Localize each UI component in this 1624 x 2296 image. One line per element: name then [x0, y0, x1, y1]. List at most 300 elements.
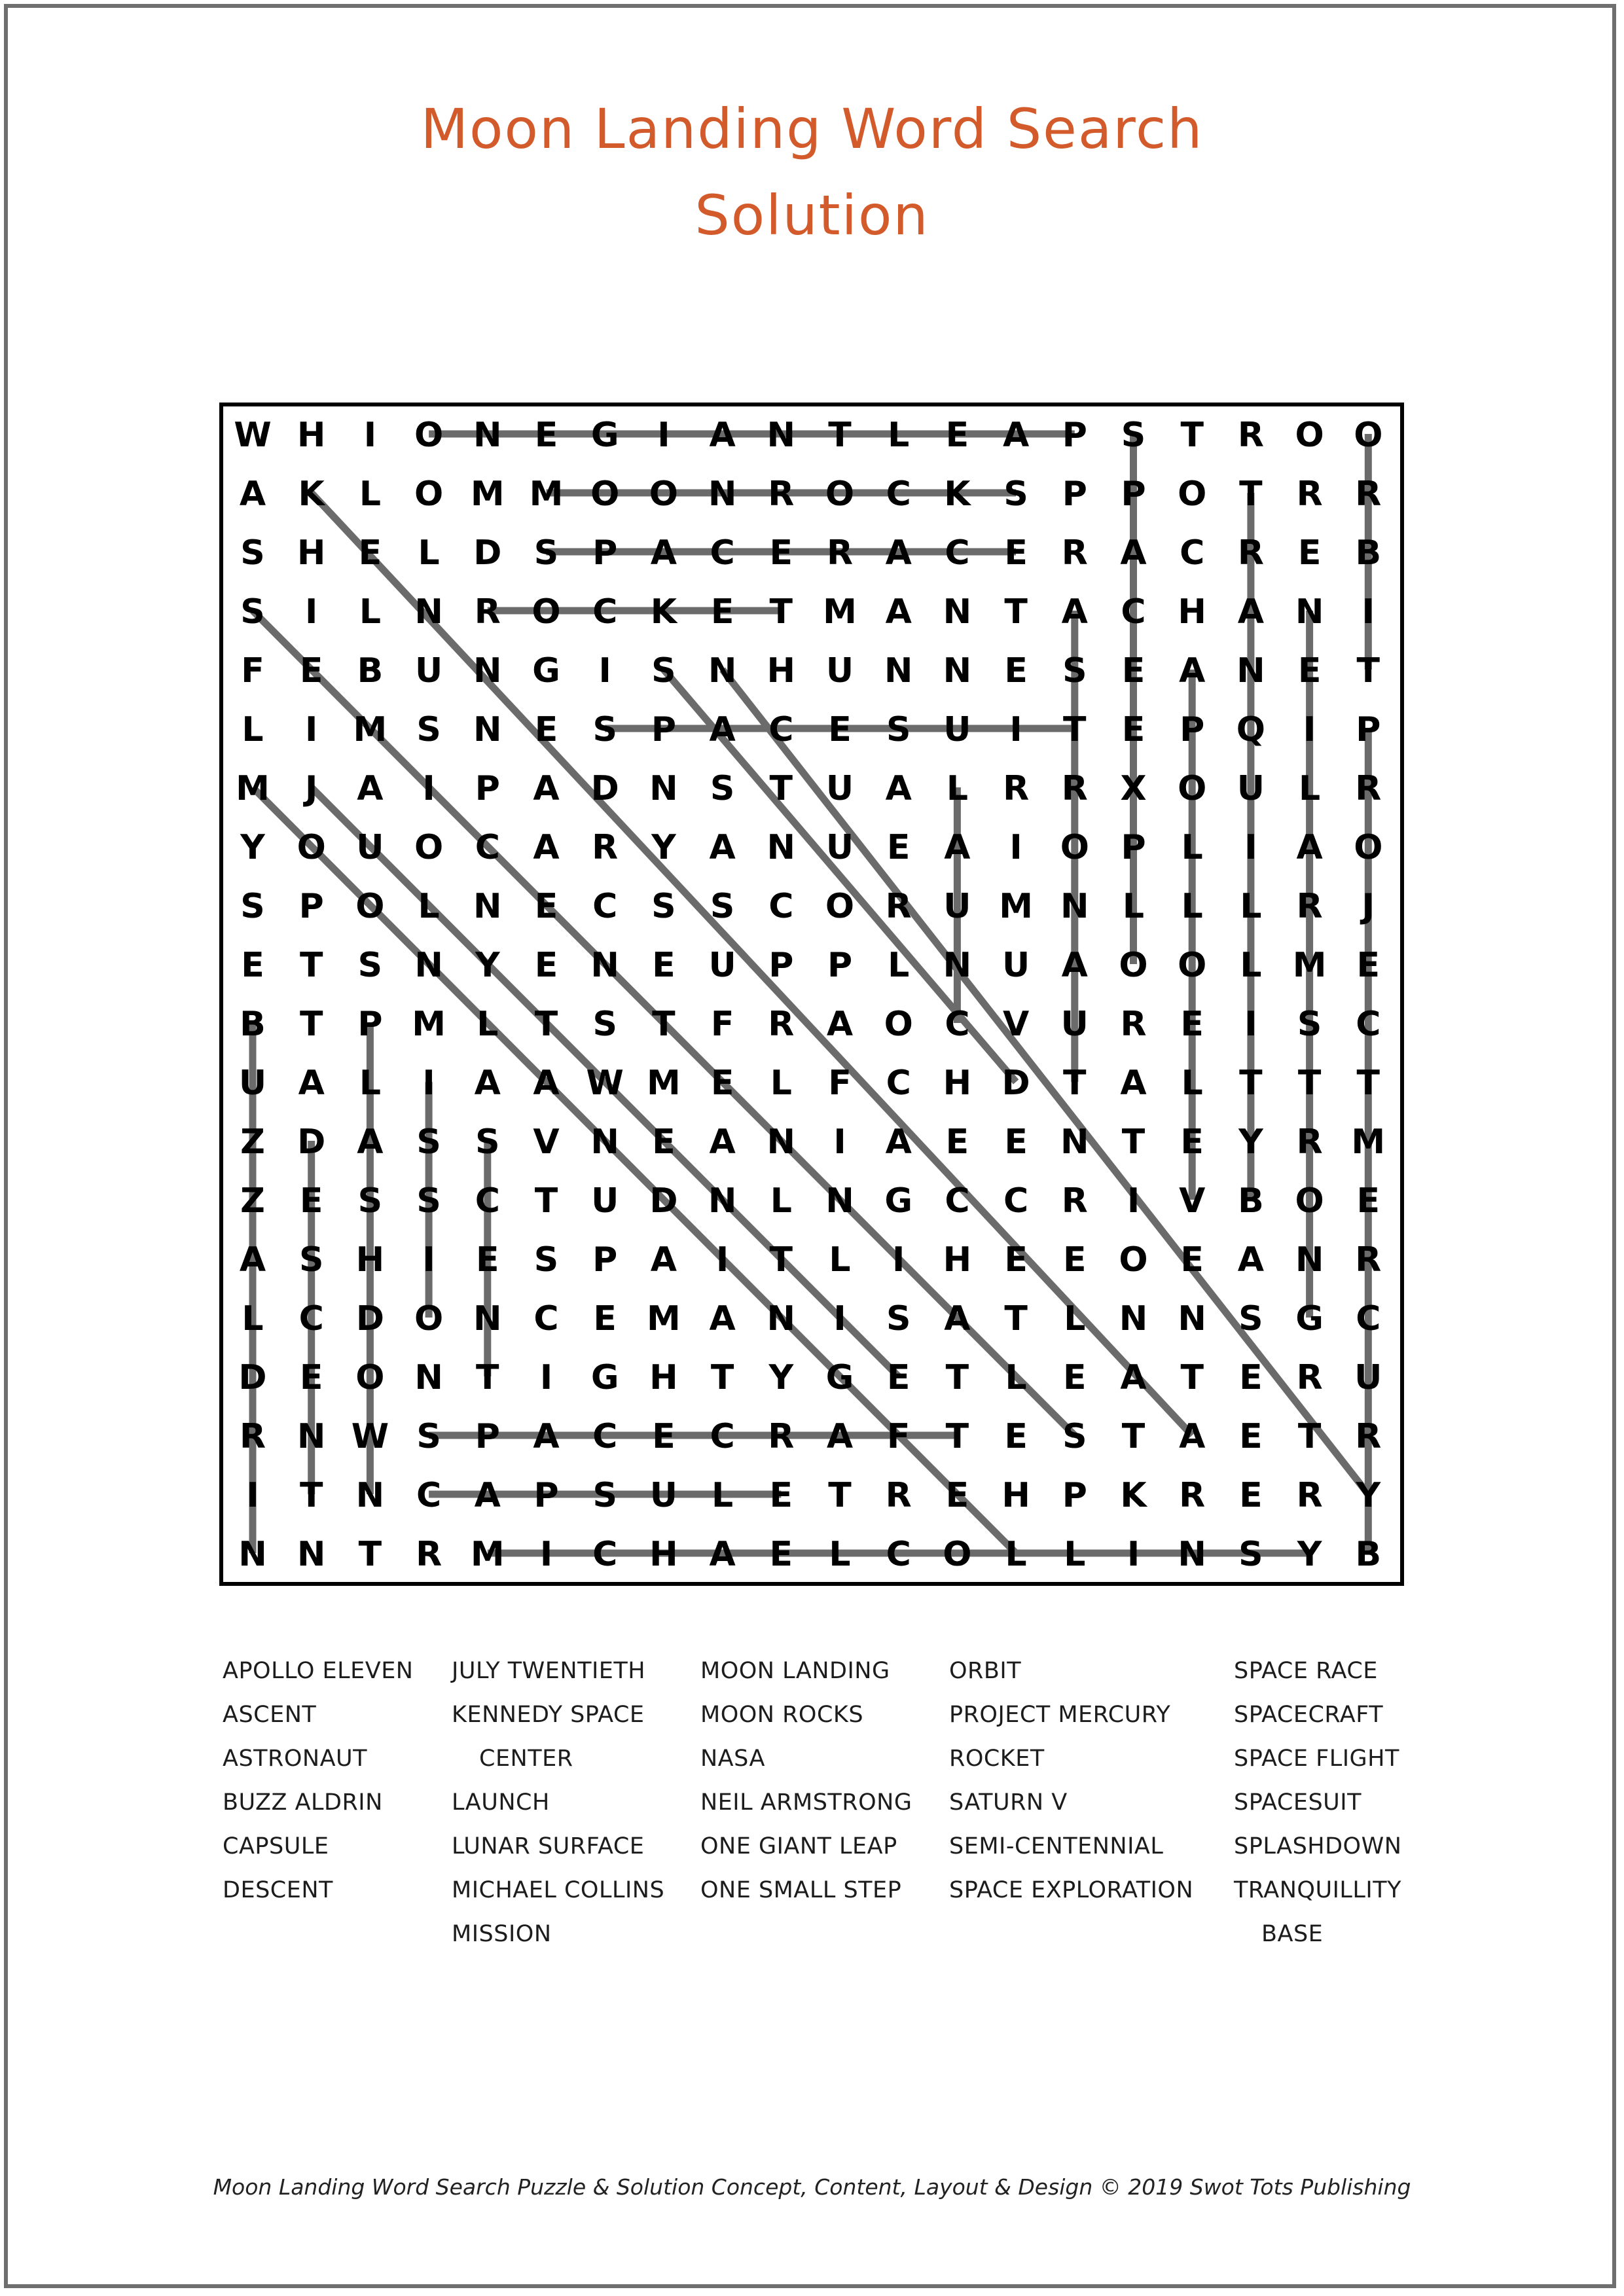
grid-cell-r10-c3: M — [412, 1005, 446, 1044]
grid-cell-r5-c9: C — [768, 710, 794, 749]
grid-cell-r9-c5: E — [534, 946, 558, 985]
grid-cell-r18-c2: N — [355, 1476, 385, 1515]
grid-cell-r2-c12: C — [945, 533, 970, 573]
grid-cell-r13-c17: B — [1238, 1181, 1264, 1221]
grid-cell-r17-c5: A — [533, 1417, 560, 1456]
grid-cell-r12-c13: E — [1004, 1122, 1028, 1162]
word-list-column-1 — [223, 1649, 414, 1912]
grid-cell-r12-c2: A — [357, 1122, 384, 1162]
grid-cell-r2-c14: R — [1061, 533, 1088, 573]
grid-cell-r18-c17: E — [1239, 1476, 1263, 1515]
grid-cell-r2-c4: D — [473, 533, 502, 573]
grid-cell-r9-c1: T — [299, 946, 323, 985]
grid-cell-r4-c19: T — [1356, 651, 1380, 691]
grid-cell-r6-c19: R — [1355, 769, 1382, 808]
word-list-column-2 — [452, 1649, 664, 1956]
grid-cell-r13-c0: Z — [240, 1181, 265, 1221]
grid-cell-r19-c1: N — [297, 1535, 326, 1574]
grid-cell-r18-c6: S — [592, 1476, 617, 1515]
grid-cell-r18-c19: Y — [1356, 1476, 1381, 1515]
grid-cell-r8-c4: N — [473, 887, 502, 926]
grid-cell-r14-c8: I — [715, 1240, 729, 1280]
grid-cell-r10-c0: B — [240, 1005, 266, 1044]
grid-cell-r1-c16: O — [1178, 475, 1207, 514]
grid-cell-r15-c4: N — [473, 1299, 502, 1338]
grid-cell-r6-c5: A — [533, 769, 560, 808]
grid-cell-r11-c6: W — [586, 1064, 624, 1103]
grid-cell-r2-c8: C — [710, 533, 735, 573]
grid-cell-r15-c16: N — [1178, 1299, 1206, 1338]
grid-cell-r3-c0: S — [240, 592, 265, 632]
grid-cell-r12-c15: T — [1121, 1122, 1146, 1162]
grid-cell-r4-c15: E — [1121, 651, 1146, 691]
grid-cell-r11-c16: L — [1181, 1064, 1203, 1103]
grid-cell-r6-c18: L — [1299, 769, 1321, 808]
grid-cell-r8-c17: L — [1240, 887, 1262, 926]
grid-cell-r5-c3: S — [416, 710, 441, 749]
word-list-item: MOON LANDING — [700, 1658, 890, 1684]
grid-cell-r13-c16: V — [1179, 1181, 1206, 1221]
grid-cell-r4-c12: N — [943, 651, 972, 691]
grid-cell-r19-c3: R — [416, 1535, 442, 1574]
word-list-item: ASCENT — [223, 1702, 317, 1728]
grid-cell-r1-c10: O — [825, 475, 855, 514]
grid-cell-r10-c8: F — [710, 1005, 734, 1044]
grid-cell-r18-c7: U — [649, 1476, 678, 1515]
grid-cell-r8-c3: L — [418, 887, 440, 926]
grid-cell-r1-c8: N — [708, 475, 737, 514]
grid-cell-r18-c1: T — [299, 1476, 323, 1515]
grid-cell-r15-c2: D — [355, 1299, 384, 1338]
grid-cell-r12-c5: V — [533, 1122, 560, 1162]
grid-cell-r7-c19: O — [1354, 828, 1383, 867]
grid-cell-r3-c18: N — [1295, 592, 1324, 632]
grid-cell-r11-c19: T — [1356, 1064, 1380, 1103]
grid-cell-r13-c15: I — [1127, 1181, 1140, 1221]
grid-cell-r4-c6: I — [598, 651, 611, 691]
grid-cell-r4-c10: U — [825, 651, 854, 691]
grid-cell-r8-c6: C — [592, 887, 618, 926]
grid-cell-r19-c15: I — [1127, 1535, 1140, 1574]
grid-cell-r16-c9: Y — [768, 1358, 794, 1397]
grid-cell-r2-c3: L — [418, 533, 440, 573]
grid-cell-r7-c11: E — [886, 828, 911, 867]
grid-cell-r10-c2: P — [357, 1005, 383, 1044]
word-list-item: PROJECT MERCURY — [949, 1702, 1171, 1728]
grid-cell-r7-c2: U — [356, 828, 384, 867]
grid-cell-r8-c19: J — [1362, 887, 1375, 926]
grid-cell-r16-c8: T — [710, 1358, 734, 1397]
grid-cell-r11-c9: L — [770, 1064, 792, 1103]
grid-cell-r6-c6: D — [590, 769, 619, 808]
grid-cell-r14-c6: P — [592, 1240, 618, 1280]
grid-cell-r11-c2: L — [359, 1064, 381, 1103]
grid-cell-r15-c15: N — [1119, 1299, 1148, 1338]
grid-cell-r12-c9: N — [767, 1122, 796, 1162]
grid-cell-r4-c4: N — [473, 651, 502, 691]
grid-cell-r18-c16: R — [1179, 1476, 1206, 1515]
grid-cell-r10-c5: T — [534, 1005, 558, 1044]
grid-cell-r9-c2: S — [357, 946, 383, 985]
grid-cell-r2-c17: R — [1237, 533, 1264, 573]
grid-cell-r11-c13: D — [1001, 1064, 1030, 1103]
grid-cell-r18-c9: E — [769, 1476, 793, 1515]
grid-cell-r3-c15: C — [1121, 592, 1146, 632]
word-list-column-3 — [700, 1649, 912, 1912]
grid-cell-r0-c10: T — [828, 416, 852, 455]
grid-cell-r9-c13: U — [1001, 946, 1030, 985]
grid-cell-r12-c3: S — [416, 1122, 441, 1162]
grid-cell-r11-c10: F — [828, 1064, 852, 1103]
grid-cell-r10-c10: A — [826, 1005, 854, 1044]
grid-cell-r18-c10: T — [828, 1476, 852, 1515]
word-list-item: MISSION — [452, 1921, 552, 1947]
grid-cell-r12-c6: N — [590, 1122, 619, 1162]
grid-cell-r5-c7: P — [651, 710, 676, 749]
grid-cell-r17-c9: R — [768, 1417, 795, 1456]
grid-cell-r12-c14: N — [1060, 1122, 1089, 1162]
letter-grid — [234, 416, 1385, 1574]
grid-cell-r0-c19: O — [1354, 416, 1383, 455]
grid-cell-r17-c3: S — [416, 1417, 441, 1456]
grid-cell-r8-c7: S — [651, 887, 676, 926]
grid-cell-r1-c17: T — [1239, 475, 1263, 514]
word-list-item: NASA — [700, 1746, 765, 1772]
grid-cell-r3-c17: A — [1237, 592, 1265, 632]
grid-cell-r5-c0: L — [242, 710, 264, 749]
grid-cell-r6-c0: M — [236, 769, 270, 808]
word-list-item: SEMI-CENTENNIAL — [949, 1833, 1164, 1859]
grid-cell-r6-c11: A — [885, 769, 912, 808]
grid-cell-r1-c9: R — [768, 475, 795, 514]
grid-cell-r16-c11: E — [886, 1358, 911, 1397]
grid-cell-r7-c6: R — [592, 828, 619, 867]
grid-cell-r9-c7: E — [652, 946, 676, 985]
grid-cell-r15-c8: A — [709, 1299, 736, 1338]
grid-cell-r4-c0: F — [241, 651, 264, 691]
grid-cell-r11-c7: M — [647, 1064, 681, 1103]
grid-cell-r13-c1: E — [299, 1181, 323, 1221]
grid-cell-r3-c10: M — [823, 592, 857, 632]
grid-cell-r8-c12: U — [943, 887, 971, 926]
grid-cell-r8-c9: C — [768, 887, 794, 926]
grid-cell-r3-c3: N — [414, 592, 443, 632]
grid-cell-r9-c12: N — [943, 946, 972, 985]
grid-cell-r17-c6: C — [592, 1417, 618, 1456]
grid-cell-r18-c13: H — [1001, 1476, 1030, 1515]
grid-cell-r2-c5: S — [533, 533, 559, 573]
grid-cell-r7-c16: L — [1181, 828, 1203, 867]
grid-cell-r10-c4: L — [477, 1005, 499, 1044]
grid-cell-r13-c8: N — [708, 1181, 737, 1221]
word-list-item: SPACE RACE — [1234, 1658, 1378, 1684]
grid-cell-r9-c18: M — [1292, 946, 1327, 985]
word-list-item: MOON ROCKS — [700, 1702, 864, 1728]
grid-cell-r7-c9: N — [767, 828, 796, 867]
word-list-item: MICHAEL COLLINS — [452, 1877, 665, 1903]
grid-cell-r14-c10: L — [829, 1240, 851, 1280]
grid-cell-r2-c18: E — [1297, 533, 1322, 573]
grid-cell-r2-c19: B — [1355, 533, 1382, 573]
grid-cell-r18-c3: C — [416, 1476, 442, 1515]
grid-cell-r6-c1: J — [305, 769, 318, 808]
grid-cell-r2-c11: A — [885, 533, 912, 573]
grid-cell-r9-c9: P — [768, 946, 794, 985]
grid-cell-r4-c8: N — [708, 651, 737, 691]
grid-cell-r19-c19: B — [1355, 1535, 1382, 1574]
grid-cell-r17-c11: F — [886, 1417, 911, 1456]
grid-cell-r7-c0: Y — [240, 828, 265, 867]
grid-cell-r10-c6: S — [592, 1005, 617, 1044]
grid-cell-r1-c4: M — [470, 475, 505, 514]
grid-cell-r3-c7: K — [650, 592, 677, 632]
grid-cell-r7-c5: A — [533, 828, 560, 867]
grid-cell-r9-c0: E — [241, 946, 264, 985]
grid-cell-r1-c15: P — [1121, 475, 1146, 514]
grid-cell-r14-c4: E — [476, 1240, 499, 1280]
grid-cell-r0-c18: O — [1295, 416, 1324, 455]
grid-cell-r10-c11: O — [884, 1005, 913, 1044]
grid-cell-r17-c13: E — [1004, 1417, 1028, 1456]
grid-cell-r0-c5: E — [534, 416, 558, 455]
grid-cell-r18-c14: P — [1062, 1476, 1087, 1515]
grid-cell-r8-c5: E — [534, 887, 558, 926]
grid-cell-r8-c13: M — [999, 887, 1033, 926]
grid-cell-r11-c0: U — [238, 1064, 267, 1103]
grid-cell-r13-c6: U — [591, 1181, 619, 1221]
grid-cell-r19-c7: H — [649, 1535, 678, 1574]
grid-cell-r18-c0: I — [246, 1476, 259, 1515]
grid-cell-r15-c13: T — [1004, 1299, 1028, 1338]
word-list-item: BASE — [1261, 1921, 1324, 1947]
grid-cell-r6-c16: O — [1178, 769, 1207, 808]
word-list-item: CENTER — [479, 1746, 573, 1772]
word-list-item: SPLASHDOWN — [1234, 1833, 1402, 1859]
word-list-item: ONE SMALL STEP — [700, 1877, 902, 1903]
grid-cell-r8-c8: S — [710, 887, 735, 926]
grid-cell-r15-c9: N — [767, 1299, 796, 1338]
grid-cell-r11-c8: E — [710, 1064, 734, 1103]
grid-cell-r13-c18: O — [1295, 1181, 1324, 1221]
grid-cell-r14-c0: A — [239, 1240, 266, 1280]
word-list-item: LAUNCH — [452, 1789, 550, 1816]
grid-cell-r0-c15: S — [1121, 416, 1146, 455]
grid-cell-r7-c13: I — [1009, 828, 1022, 867]
grid-cell-r15-c3: O — [414, 1299, 444, 1338]
grid-cell-r8-c11: R — [885, 887, 912, 926]
grid-cell-r14-c5: S — [533, 1240, 559, 1280]
grid-cell-r5-c1: I — [305, 710, 318, 749]
grid-cell-r11-c17: T — [1239, 1064, 1263, 1103]
grid-cell-r8-c18: R — [1296, 887, 1323, 926]
grid-cell-r7-c8: A — [709, 828, 736, 867]
grid-cell-r2-c16: C — [1180, 533, 1205, 573]
grid-cell-r17-c4: P — [475, 1417, 500, 1456]
grid-cell-r4-c5: G — [532, 651, 560, 691]
word-list-item: ROCKET — [949, 1746, 1045, 1772]
grid-cell-r2-c7: A — [650, 533, 677, 573]
grid-cell-r17-c14: S — [1062, 1417, 1087, 1456]
grid-cell-r16-c0: D — [238, 1358, 267, 1397]
grid-cell-r3-c8: E — [710, 592, 734, 632]
grid-cell-r4-c7: S — [651, 651, 676, 691]
grid-cell-r12-c18: R — [1296, 1122, 1323, 1162]
grid-cell-r16-c2: O — [355, 1358, 385, 1397]
grid-cell-r14-c17: A — [1237, 1240, 1265, 1280]
grid-cell-r15-c17: S — [1238, 1299, 1263, 1338]
grid-cell-r4-c13: E — [1004, 651, 1028, 691]
grid-cell-r11-c3: I — [422, 1064, 435, 1103]
grid-cell-r16-c12: T — [945, 1358, 969, 1397]
word-list-item: CAPSULE — [223, 1833, 329, 1859]
grid-cell-r15-c6: E — [593, 1299, 617, 1338]
grid-cell-r2-c6: P — [592, 533, 618, 573]
grid-cell-r5-c17: Q — [1236, 710, 1266, 749]
grid-cell-r19-c16: N — [1178, 1535, 1206, 1574]
grid-cell-r1-c14: P — [1062, 475, 1087, 514]
grid-cell-r14-c3: I — [422, 1240, 435, 1280]
word-list-item: TRANQUILLITY — [1234, 1877, 1401, 1903]
grid-cell-r19-c11: C — [886, 1535, 911, 1574]
grid-cell-r1-c19: R — [1355, 475, 1382, 514]
grid-cell-r16-c5: I — [539, 1358, 553, 1397]
grid-cell-r4-c2: B — [357, 651, 384, 691]
grid-cell-r9-c6: N — [590, 946, 619, 985]
grid-cell-r14-c16: E — [1180, 1240, 1204, 1280]
grid-cell-r13-c10: N — [825, 1181, 854, 1221]
grid-cell-r18-c11: R — [885, 1476, 912, 1515]
grid-cell-r5-c10: E — [828, 710, 852, 749]
grid-cell-r15-c11: S — [886, 1299, 911, 1338]
grid-cell-r1-c2: L — [359, 475, 381, 514]
grid-cell-r0-c6: G — [590, 416, 619, 455]
grid-cell-r12-c8: A — [709, 1122, 736, 1162]
grid-cell-r11-c12: H — [943, 1064, 972, 1103]
word-list-item: ASTRONAUT — [223, 1746, 368, 1772]
grid-cell-r14-c2: H — [355, 1240, 385, 1280]
grid-cell-r10-c9: R — [768, 1005, 795, 1044]
grid-cell-r12-c16: E — [1180, 1122, 1204, 1162]
grid-cell-r11-c4: A — [474, 1064, 501, 1103]
grid-cell-r13-c5: T — [534, 1181, 558, 1221]
grid-cell-r18-c15: K — [1120, 1476, 1147, 1515]
grid-cell-r16-c19: U — [1354, 1358, 1382, 1397]
grid-cell-r19-c13: L — [1005, 1535, 1027, 1574]
grid-cell-r17-c15: T — [1121, 1417, 1146, 1456]
grid-cell-r3-c5: O — [532, 592, 561, 632]
grid-cell-r1-c13: S — [1003, 475, 1028, 514]
grid-cell-r13-c13: C — [1003, 1181, 1029, 1221]
grid-cell-r6-c10: U — [825, 769, 854, 808]
grid-cell-r5-c18: I — [1303, 710, 1316, 749]
grid-cell-r6-c8: S — [710, 769, 735, 808]
grid-cell-r15-c18: G — [1295, 1299, 1324, 1338]
grid-cell-r14-c18: N — [1295, 1240, 1324, 1280]
grid-cell-r13-c19: E — [1356, 1181, 1380, 1221]
grid-cell-r17-c2: W — [351, 1417, 389, 1456]
grid-cell-r17-c0: R — [239, 1417, 266, 1456]
grid-cell-r8-c2: O — [355, 887, 385, 926]
grid-cell-r1-c0: A — [239, 475, 266, 514]
grid-cell-r3-c2: L — [359, 592, 381, 632]
grid-cell-r5-c14: T — [1063, 710, 1087, 749]
grid-cell-r14-c15: O — [1119, 1240, 1148, 1280]
grid-cell-r3-c19: I — [1362, 592, 1375, 632]
grid-cell-r7-c1: O — [297, 828, 326, 867]
grid-cell-r12-c1: D — [297, 1122, 326, 1162]
grid-cell-r5-c2: M — [353, 710, 388, 749]
grid-cell-r11-c11: C — [886, 1064, 911, 1103]
grid-cell-r9-c15: O — [1119, 946, 1148, 985]
grid-cell-r7-c18: A — [1296, 828, 1323, 867]
grid-cell-r10-c13: V — [1002, 1005, 1030, 1044]
grid-cell-r18-c5: P — [533, 1476, 559, 1515]
grid-cell-r12-c4: S — [475, 1122, 500, 1162]
grid-cell-r0-c8: A — [709, 416, 736, 455]
grid-cell-r13-c14: R — [1061, 1181, 1088, 1221]
grid-cell-r5-c13: I — [1009, 710, 1022, 749]
grid-cell-r5-c4: N — [473, 710, 502, 749]
grid-cell-r0-c3: O — [414, 416, 444, 455]
grid-cell-r0-c2: I — [363, 416, 377, 455]
grid-cell-r7-c14: O — [1060, 828, 1089, 867]
grid-cell-r3-c9: T — [769, 592, 793, 632]
grid-cell-r10-c15: R — [1120, 1005, 1147, 1044]
grid-cell-r0-c12: E — [945, 416, 969, 455]
grid-cell-r2-c2: E — [358, 533, 382, 573]
word-list-item: APOLLO ELEVEN — [223, 1658, 414, 1684]
grid-cell-r12-c19: M — [1351, 1122, 1386, 1162]
page-title: Moon Landing Word Search — [420, 97, 1204, 161]
grid-cell-r15-c12: A — [944, 1299, 971, 1338]
grid-cell-r5-c11: S — [886, 710, 911, 749]
grid-cell-r4-c9: H — [767, 651, 796, 691]
grid-cell-r16-c15: A — [1120, 1358, 1147, 1397]
grid-cell-r0-c13: A — [1002, 416, 1030, 455]
grid-cell-r6-c14: R — [1061, 769, 1088, 808]
grid-cell-r8-c15: L — [1122, 887, 1145, 926]
grid-cell-r5-c5: E — [534, 710, 558, 749]
grid-cell-r14-c12: H — [943, 1240, 972, 1280]
grid-cell-r16-c1: E — [299, 1358, 323, 1397]
grid-cell-r0-c4: N — [473, 416, 502, 455]
grid-cell-r2-c9: E — [769, 533, 793, 573]
grid-cell-r3-c1: I — [305, 592, 318, 632]
grid-cell-r19-c14: L — [1064, 1535, 1086, 1574]
grid-cell-r4-c17: N — [1236, 651, 1265, 691]
grid-cell-r12-c11: A — [885, 1122, 912, 1162]
grid-cell-r16-c7: H — [649, 1358, 678, 1397]
grid-cell-r2-c13: E — [1004, 533, 1028, 573]
grid-cell-r13-c9: L — [770, 1181, 792, 1221]
page-subtitle: Solution — [695, 183, 929, 247]
grid-cell-r7-c7: Y — [651, 828, 676, 867]
grid-cell-r14-c9: T — [769, 1240, 793, 1280]
grid-cell-r1-c5: M — [529, 475, 564, 514]
grid-cell-r0-c17: R — [1237, 416, 1264, 455]
grid-cell-r12-c17: Y — [1238, 1122, 1263, 1162]
grid-cell-r17-c19: R — [1355, 1417, 1382, 1456]
word-list-item: ORBIT — [949, 1658, 1022, 1684]
grid-cell-r14-c7: A — [650, 1240, 677, 1280]
grid-cell-r19-c8: A — [709, 1535, 736, 1574]
grid-cell-r15-c19: C — [1356, 1299, 1381, 1338]
grid-cell-r7-c15: P — [1121, 828, 1146, 867]
grid-cell-r7-c17: I — [1244, 828, 1257, 867]
grid-cell-r15-c5: C — [533, 1299, 559, 1338]
grid-cell-r16-c18: R — [1296, 1358, 1323, 1397]
solution-line-kennedy-space-center — [312, 493, 1193, 1435]
